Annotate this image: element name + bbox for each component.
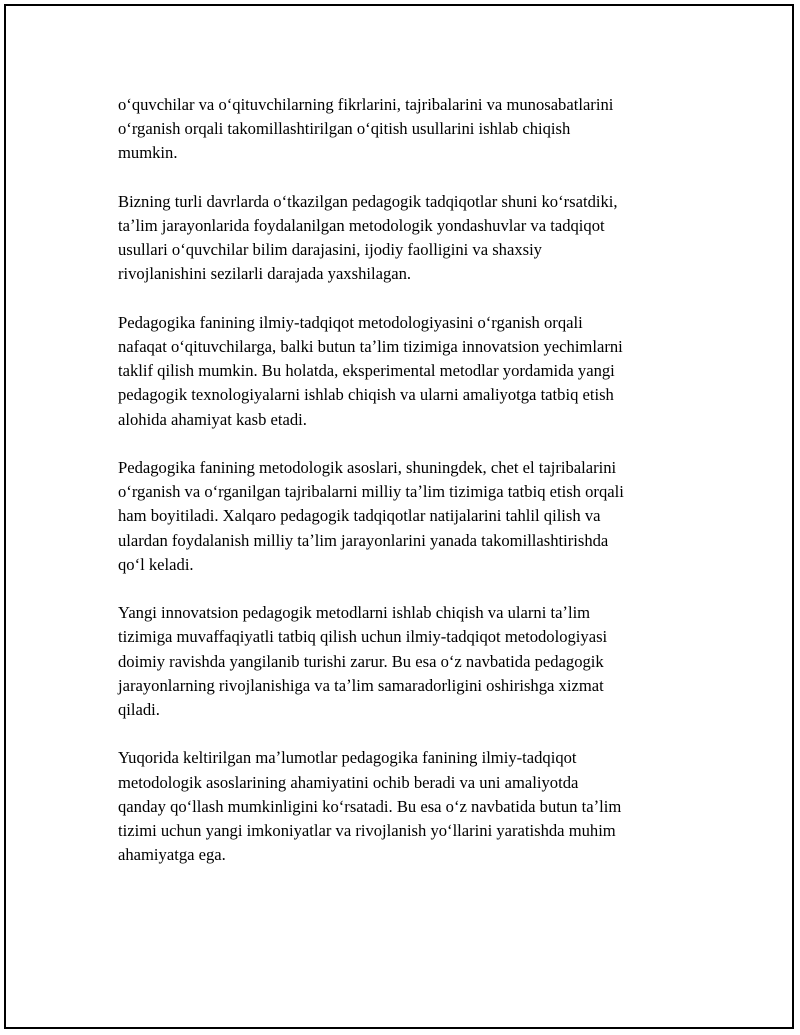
paragraph-6: Yuqorida keltirilgan maʼlumotlar pedagogika fanining ilmiy-tadqiqot metodologik asoslarining ahamiyatini ochib beradi va uni amaliyotda qanday qoʻllash mumkinligini koʻrsatadi. Bu esa oʻz navbatida butun taʼlim tizimi uchun yangi imkoniyatlar va rivojlanish yoʻllarini yaratishda muhim ahamiyatga ega. xyxy=(118,748,622,865)
paragraph-2: Bizning turli davrlarda oʻtkazilgan pedagogik tadqiqotlar shuni koʻrsatdiki, taʼlim jarayonlarida foydalanilgan metodologik yondashuvlar va tadqiqot usullari oʻquvchilar bilim darajasini, ijodiy faolligini va shaxsiy rivojlanishini sezilarli darajada yaxshilagan. xyxy=(118,191,618,284)
paragraph-3: Pedagogika fanining ilmiy-tadqiqot metodologiyasini oʻrganish orqali nafaqat oʻqituvchilarga, balki butun taʼlim tizimiga innovatsion yechimlarni taklif qilish mumkin. Bu holatda, eksperimental metodlar yordamida yangi pedagogik texnologiyalarni ishlab chiqish va ularni amaliyotga tatbiq etish alohida ahamiyat kasb etadi. xyxy=(118,312,623,429)
paragraph-4: Pedagogika fanining metodologik asoslari, shuningdek, chet el tajribalarini oʻrganish va oʻrganilgan tajribalarni milliy taʼlim tizimiga tatbiq etish orqali ham boyitiladi. Xalqaro pedagogik tadqiqotlar natijalarini tahlil qilish va ulardan foydalanish milliy taʼlim jarayonlarini yanada takomillashtirishda qoʻl keladi. xyxy=(118,458,624,574)
paragraph-1: oʻquvchilar va oʻqituvchilarning fikrlarini, tajribalarini va munosabatlarini oʻrganish orqali takomillashtirilgan oʻqitish usullarini ishlab chiqish mumkin. xyxy=(118,95,614,163)
paragraph-5: Yangi innovatsion pedagogik metodlarni ishlab chiqish va ularni taʼlim tizimiga muvaffaqiyatli tatbiq qilish uchun ilmiy-tadqiqot metodologiyasi doimiy ravishda yangilanib turishi zarur. Bu esa oʻz navbatida pedagogik jarayonlarning rivojlanishiga va taʼlim samaradorligini oshirishga xizmat qiladi. xyxy=(118,603,608,720)
document-body xyxy=(118,93,690,892)
